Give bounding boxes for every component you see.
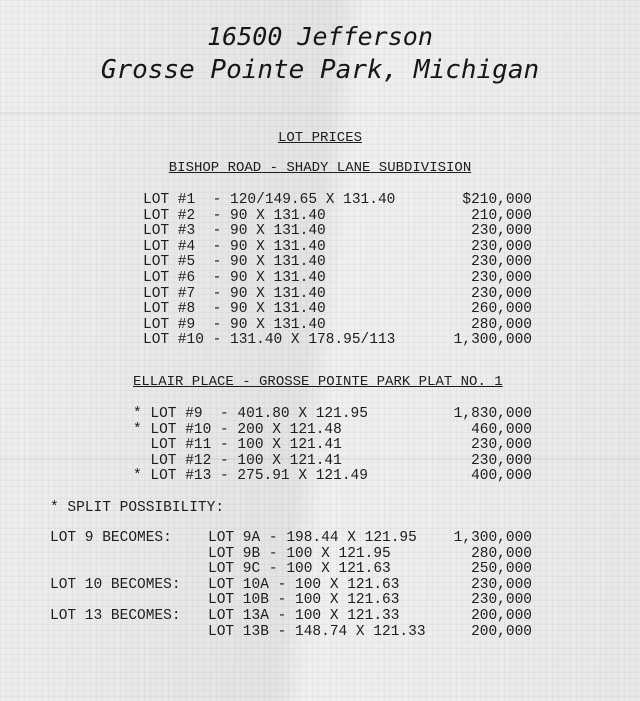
lot-description: LOT 10B - 100 X 121.63 xyxy=(208,592,400,609)
split-lot-label: LOT 13 BECOMES: xyxy=(50,608,181,624)
lot-price: 280,000 xyxy=(471,545,532,562)
lot-description: * LOT #13 - 275.91 X 121.49 xyxy=(133,468,368,485)
lot-price: 280,000 xyxy=(471,316,532,333)
lot-price: 400,000 xyxy=(471,468,532,485)
lot-price: 200,000 xyxy=(471,623,532,640)
lot-price: 230,000 xyxy=(471,437,532,454)
lot-price: 230,000 xyxy=(471,285,532,302)
lot-prices-heading: LOT PRICES xyxy=(277,130,362,146)
lot-price: 230,000 xyxy=(471,576,532,593)
lot-price: $210,000 xyxy=(462,192,532,208)
lot-price: 210,000 xyxy=(471,207,532,224)
lot-price: 260,000 xyxy=(471,301,532,318)
lot-description: LOT 13A - 100 X 121.33 xyxy=(208,608,400,624)
lot-price: 1,300,000 xyxy=(453,530,532,546)
paper-fold xyxy=(0,112,640,114)
lot-description: LOT #5 - 90 X 131.40 xyxy=(143,254,326,271)
ellair-plat-heading: ELLAIR PLACE - GROSSE POINTE PARK PLAT NO. 1 xyxy=(133,374,503,390)
lot-description: LOT #4 - 90 X 131.40 xyxy=(143,238,326,255)
lot-price: 230,000 xyxy=(471,238,532,255)
lot-price: 1,300,000 xyxy=(453,332,532,349)
lot-description: LOT #9 - 90 X 131.40 xyxy=(143,316,326,333)
lot-description: * LOT #9 - 401.80 X 121.95 xyxy=(133,406,368,422)
lot-description: LOT #10 - 131.40 X 178.95/113 xyxy=(143,332,396,349)
lot-description: LOT #1 - 120/149.65 X 131.40 xyxy=(143,192,396,208)
lot-price: 230,000 xyxy=(471,270,532,286)
document-title-address: 16500 Jefferson xyxy=(207,22,433,51)
lot-price: 230,000 xyxy=(471,592,532,609)
lot-description: LOT 9A - 198.44 X 121.95 xyxy=(208,530,417,546)
lot-description: LOT 13B - 148.74 X 121.33 xyxy=(208,623,426,640)
lot-description: LOT 9C - 100 X 121.63 xyxy=(208,561,391,578)
lot-description: LOT 9B - 100 X 121.95 xyxy=(208,545,391,562)
lot-description: LOT #8 - 90 X 131.40 xyxy=(143,301,326,318)
split-possibility-note: * SPLIT POSSIBILITY: xyxy=(50,500,225,516)
lot-price: 250,000 xyxy=(471,561,532,578)
lot-price: 1,830,000 xyxy=(453,406,532,422)
lot-price: 200,000 xyxy=(471,608,532,624)
lot-description: LOT 10A - 100 X 121.63 xyxy=(208,576,400,593)
split-lot-label: LOT 9 BECOMES: xyxy=(50,530,172,546)
lot-description: LOT #2 - 90 X 131.40 xyxy=(143,207,326,224)
bishop-subdivision-heading: BISHOP ROAD - SHADY LANE SUBDIVISION xyxy=(168,160,472,176)
split-lot-label: LOT 10 BECOMES: xyxy=(50,576,181,593)
lot-description: LOT #7 - 90 X 131.40 xyxy=(143,285,326,302)
lot-price: 230,000 xyxy=(471,223,532,240)
lot-description: LOT #6 - 90 X 131.40 xyxy=(143,270,326,286)
lot-price: 230,000 xyxy=(471,452,532,469)
document-title-city: Grosse Pointe Park, Michigan xyxy=(100,55,540,85)
lot-description: * LOT #10 - 200 X 121.48 xyxy=(133,421,342,438)
lot-description: LOT #11 - 100 X 121.41 xyxy=(133,437,342,454)
lot-description: LOT #12 - 100 X 121.41 xyxy=(133,452,342,469)
lot-description: LOT #3 - 90 X 131.40 xyxy=(143,223,326,240)
lot-price: 230,000 xyxy=(471,254,532,271)
lot-price: 460,000 xyxy=(471,421,532,438)
